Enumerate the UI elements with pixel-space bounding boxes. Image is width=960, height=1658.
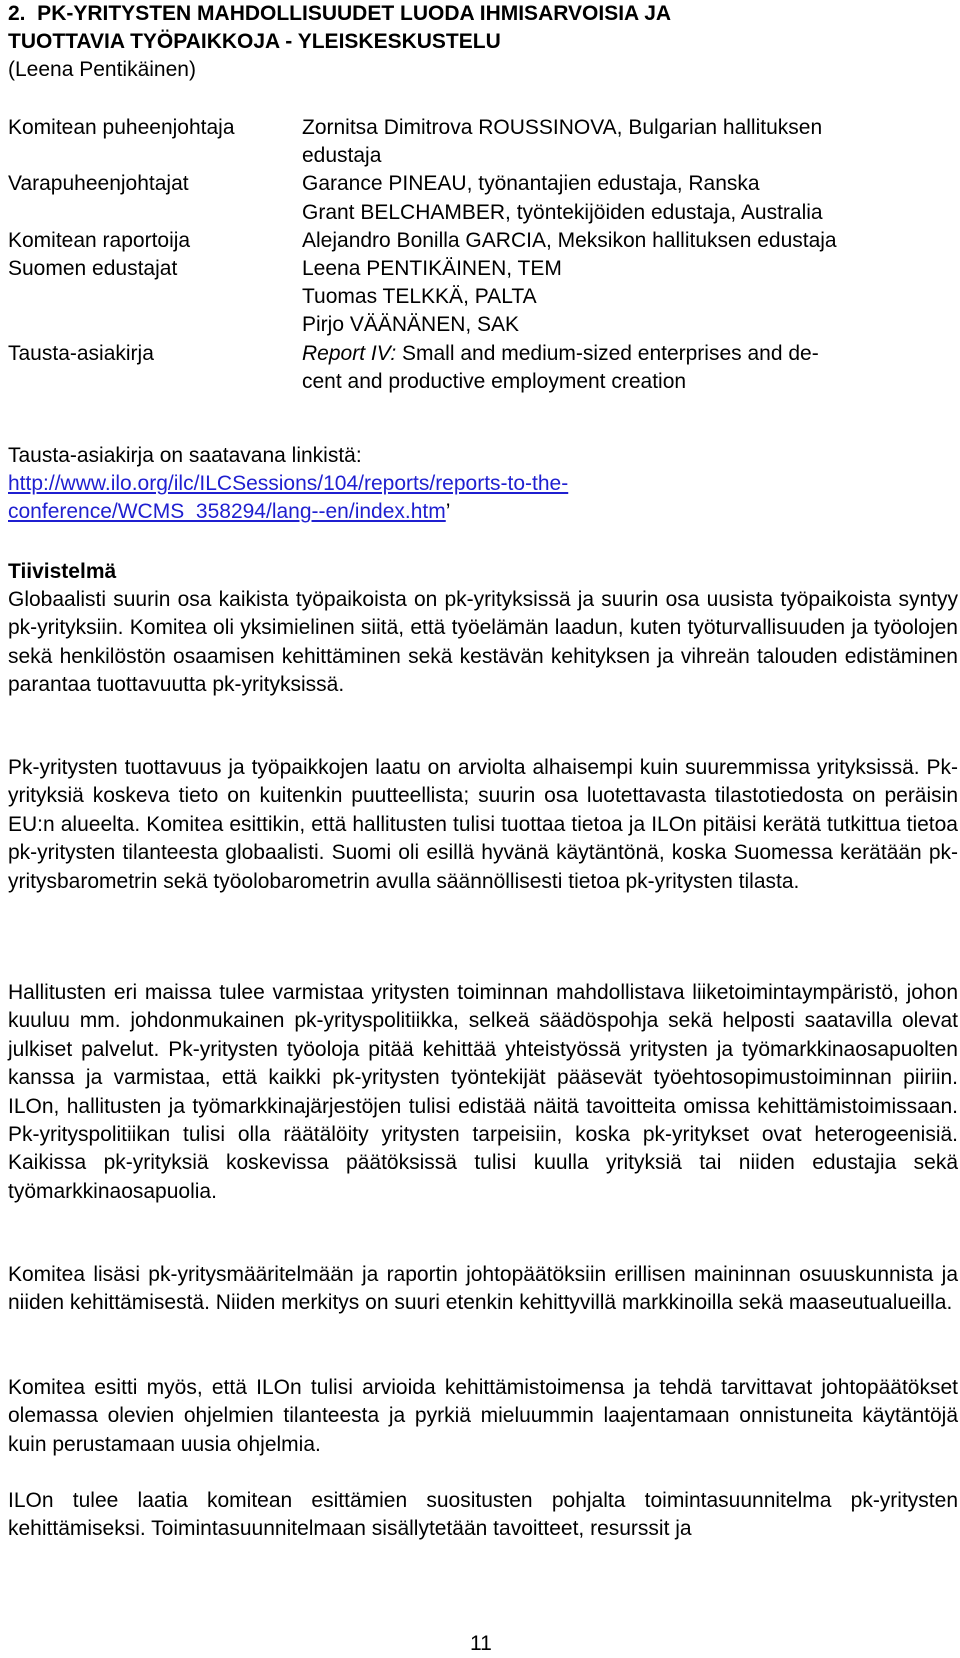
link-intro: Tausta-asiakirja on saatavana linkistä: [8, 444, 362, 467]
link-line-1 [8, 470, 958, 498]
vice-value [302, 170, 958, 226]
finland-3: Pirjo VÄÄNÄNEN, SAK [302, 313, 520, 337]
vice-2: Grant BELCHAMBER, työntekijöiden edustaja, Australia [302, 200, 823, 224]
background-italic: Report IV: [302, 341, 397, 365]
finland-value [302, 255, 958, 340]
link-line-2 [8, 498, 958, 526]
section-heading [8, 0, 671, 84]
background-link-block [8, 442, 958, 526]
info-row-background [8, 340, 958, 396]
reporter-value: Alejandro Bonilla GARCIA, Meksikon hallituksen edustaja [302, 228, 837, 252]
link-suffix: ’ [445, 500, 451, 523]
page-number: 11 [470, 1632, 492, 1655]
chair-line-2: edustaja [302, 144, 382, 168]
summary-paragraph-2: Pk-yritysten tuottavuus ja työpaikkojen laatu on arviolta alhaisempi kuin suuremmissa yrityksissä. Pk-yrityksiä koskeva tieto on kuitenkin puutteellista; suurin osa luotettavasta tilastotiedosta on peräisin EU:n alueelta. Komitea esittikin, että hallitusten tulisi tuottaa tietoa ja ILOn pitäisi kerätä tutkittua tietoa pk-yritysten tilanteesta globaalisti. Suomi oli esillä hyvänä käytäntönä, koska Suomessa kerätään pk-yritysbarometrin sekä työolobarometrin avulla säännöllisesti tietoa pk-yritysten tilasta. [8, 756, 958, 893]
summary-paragraph-4: Komitea lisäsi pk-yritysmääritelmään ja raportin johtopäätöksiin erillisen maininnan osuuskunnista ja niiden kehittämisestä. Niiden merkitys on suuri etenkin kehittyvillä markkinoilla sekä maaseutualueilla. [8, 1263, 958, 1315]
summary-paragraph-5: Komitea esitti myös, että ILOn tulisi arvioida kehittämistoimensa ja tehdä tarvittavat johtopäätökset olemassa olevien ohjelmien tilanteesta ja pyrkiä mieluummin laajentamaan onnistuneita käytäntöjä kuin perustamaan uusia ohjelmia. [8, 1376, 958, 1456]
chair-line-1: Zornitsa Dimitrova ROUSSINOVA, Bulgarian hallituksen [302, 116, 823, 139]
heading-author: (Leena Pentikäinen) [8, 58, 196, 81]
background-line-1 [302, 340, 958, 368]
committee-info-table [8, 114, 958, 396]
summary-paragraph-6: ILOn tulee laatia komitean esittämien suositusten pohjalta toimintasuunnitelma pk-yritysten kehittämiseksi. Toimintasuunnitelmaan sisällytetään tavoitteet, resurssit ja [8, 1489, 958, 1541]
heading-line-1: 2. PK-YRITYSTEN MAHDOLLISUUDET LUODA IHMISARVOISIA JA [8, 2, 672, 25]
info-row-reporter [8, 227, 958, 255]
finland-label: Suomen edustajat [8, 257, 178, 281]
chair-label: Komitean puheenjohtaja [8, 116, 235, 139]
vice-1: Garance PINEAU, työnantajien edustaja, Ranska [302, 172, 760, 196]
finland-1: Leena PENTIKÄINEN, TEM [302, 257, 562, 281]
background-line-1-text: Small and medium-sized enterprises and de- [396, 341, 819, 365]
summary-title: Tiivistelmä [8, 560, 117, 583]
finland-2: Tuomas TELKKÄ, PALTA [302, 285, 537, 309]
heading-line-2: TUOTTAVIA TYÖPAIKKOJA - YLEISKESKUSTELU [8, 30, 501, 53]
chair-value [302, 114, 958, 170]
info-row-finland [8, 255, 958, 340]
reporter-label: Komitean raportoija [8, 228, 191, 252]
background-line-2: cent and productive employment creation [302, 369, 687, 393]
info-row-chair [8, 114, 958, 170]
summary-paragraph-3: Hallitusten eri maissa tulee varmistaa yritysten toiminnan mahdollistava liiketoimintaympäristö, johon kuuluu mm. johdonmukainen pk-yrityspolitiikka, selkeä säädöspohja sekä helposti saatavilla olevat julkiset palvelut. Pk-yritysten työoloja pitää kehittää yhteistyössä yritysten ja työmarkkinaosapuolten kanssa ja varmistaa, että kaikki pk-yritysten työntekijät pääsevät työehtosopimustoiminnan piiriin. ILOn, hallitusten ja työmarkkinajärjestöjen tulisi edistää näitä tavoitteita omissa kehittämistoimissaan. Pk-yrityspolitiikan tulisi olla räätälöity yritysten tarpeisiin, koska pk-yritykset ovat heterogeenisiä. Kaikissa pk-yrityksiä koskevissa päätöksissä tulisi kuulla yrityksiä tai niiden edustajia sekä työmarkkinaosapuolia. [8, 981, 958, 1203]
summary-paragraph-1: Globaalisti suurin osa kaikista työpaikoista on pk-yrityksissä ja suurin osa uusista työpaikoista syntyy pk-yrityksiin. Komitea oli yksimielinen siitä, että työelämän laadun, kuten työturvallisuuden ja työolojen sekä henkilöstön osaamisen kehittäminen sekä kestävän kehityksen ja vihreän talouden edistäminen parantaa tuottavuutta pk-yrityksissä. [8, 588, 958, 697]
info-row-vice [8, 170, 958, 226]
background-label: Tausta-asiakirja [8, 341, 154, 365]
vice-label: Varapuheenjohtajat [8, 172, 189, 196]
background-value [302, 340, 958, 396]
background-link-part-2[interactable]: conference/WCMS_358294/lang--en/index.htm [8, 500, 446, 523]
background-link-part-1[interactable]: http://www.ilo.org/ilc/ILCSessions/104/reports/reports-to-the- [8, 472, 569, 495]
